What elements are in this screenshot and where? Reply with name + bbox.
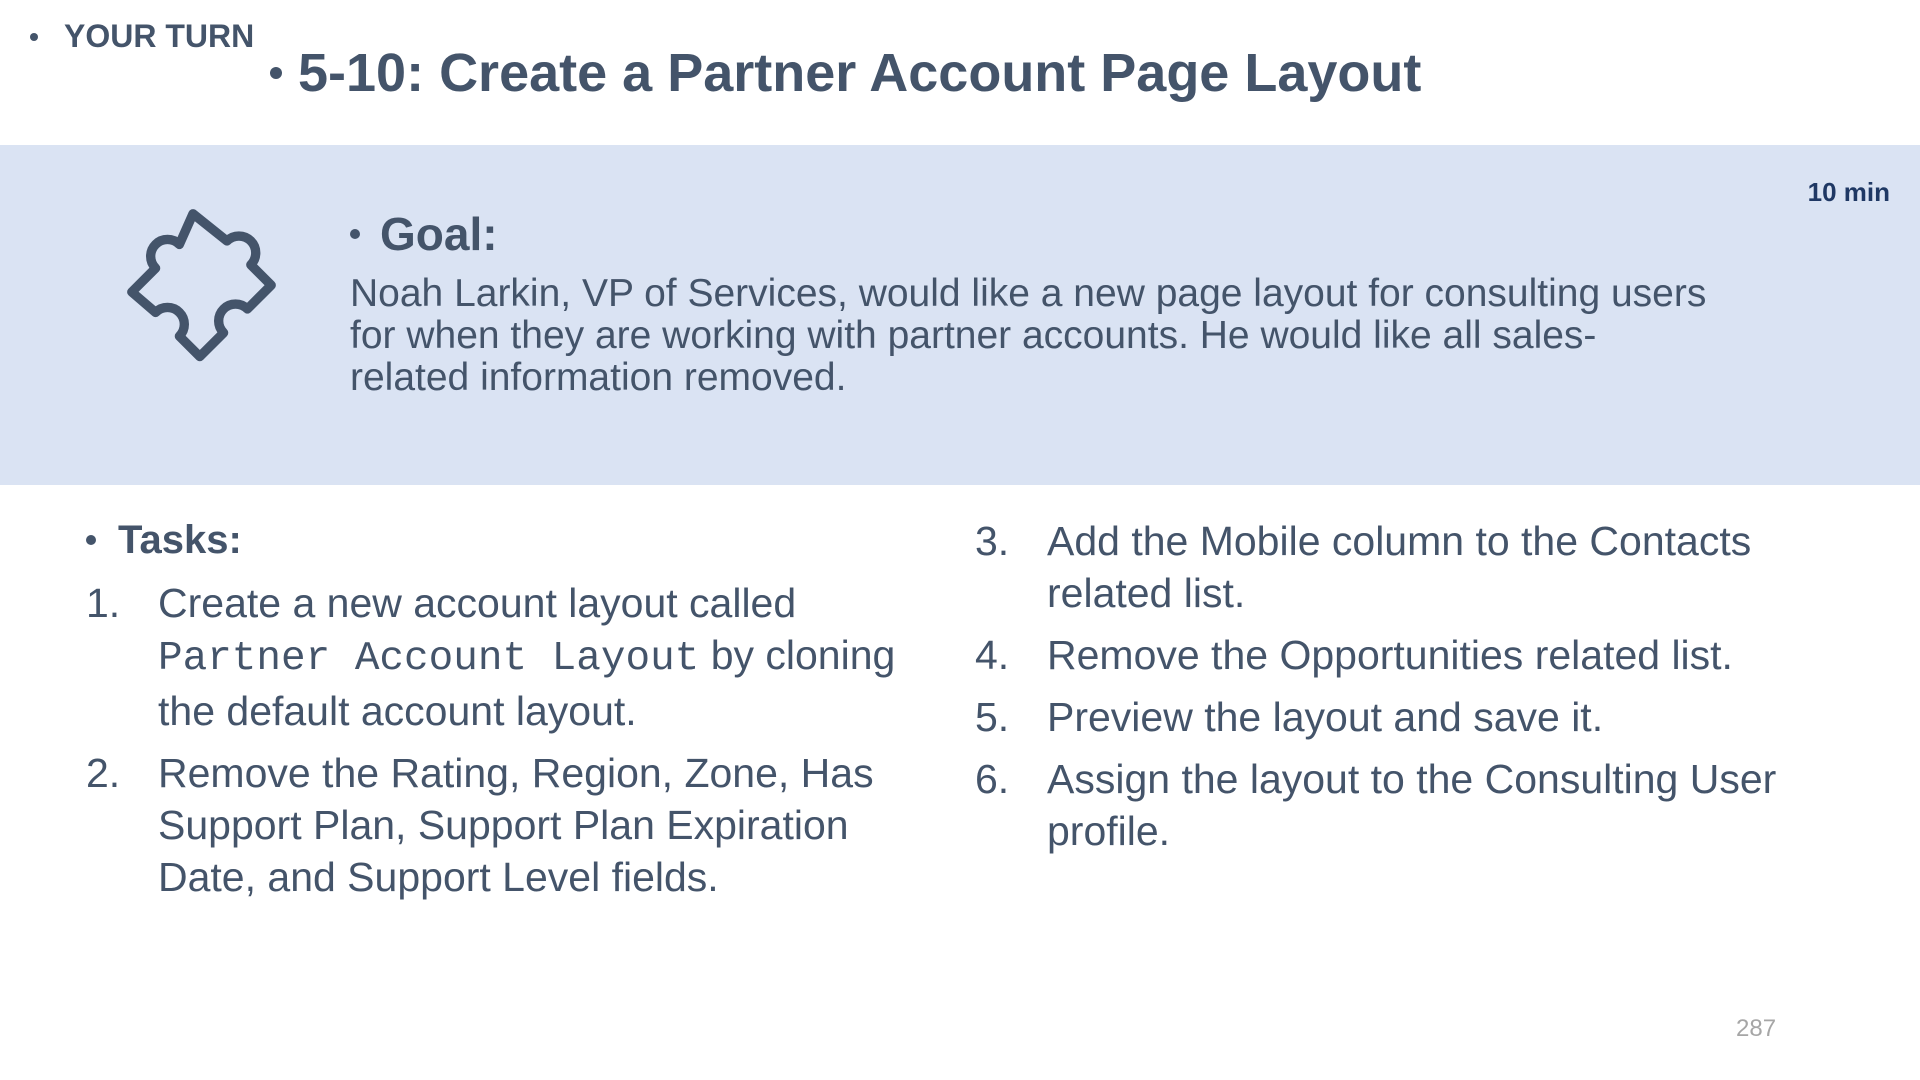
task-item bbox=[975, 515, 1795, 619]
tasks-column-right bbox=[975, 515, 1795, 867]
goal-heading bbox=[350, 207, 498, 261]
goal-description: Noah Larkin, VP of Services, would like a new page layout for consulting users for when they are working with partner accounts. He would like all sales-related information removed. bbox=[350, 272, 1707, 399]
task-number: 1. bbox=[86, 580, 121, 626]
section-label bbox=[30, 18, 254, 55]
task-text: Preview the layout and save it. bbox=[1047, 694, 1604, 740]
task-text: Assign the layout to the Consulting User profile. bbox=[1047, 756, 1777, 854]
goal-panel bbox=[0, 145, 1920, 485]
puzzle-piece-icon bbox=[108, 207, 278, 377]
page-number: 287 bbox=[1736, 1015, 1777, 1042]
task-number: 4. bbox=[975, 632, 1010, 678]
goal-heading-text: Goal: bbox=[380, 208, 498, 260]
task-text-before: Create a new account layout called bbox=[158, 580, 797, 626]
bullet-icon bbox=[30, 33, 38, 41]
task-code: Partner Account Layout bbox=[158, 636, 700, 682]
task-item bbox=[86, 577, 926, 737]
task-item bbox=[975, 629, 1795, 681]
tasks-heading-text: Tasks: bbox=[118, 517, 242, 562]
task-text: Remove the Opportunities related list. bbox=[1047, 632, 1733, 678]
tasks-column-left bbox=[86, 515, 926, 913]
tasks-heading bbox=[86, 515, 926, 565]
task-number: 6. bbox=[975, 756, 1010, 802]
page-title bbox=[270, 42, 1421, 104]
time-badge: 10 min bbox=[1807, 177, 1890, 207]
task-number: 3. bbox=[975, 518, 1010, 564]
task-text: Add the Mobile column to the Contacts related list. bbox=[1047, 518, 1752, 616]
task-text bbox=[158, 577, 926, 737]
bullet-icon bbox=[86, 535, 96, 545]
task-number: 5. bbox=[975, 694, 1010, 740]
task-text: Remove the Rating, Region, Zone, Has Support Plan, Support Plan Expiration Date, and Support Level fields. bbox=[158, 750, 874, 900]
task-text-after: by cloning the default account layout. bbox=[158, 632, 896, 734]
task-item bbox=[975, 691, 1795, 743]
task-number: 2. bbox=[86, 750, 121, 796]
task-item bbox=[975, 753, 1795, 857]
page-title-text: 5-10: Create a Partner Account Page Layout bbox=[298, 43, 1422, 103]
bullet-icon bbox=[270, 67, 282, 79]
bullet-icon bbox=[350, 229, 360, 239]
section-label-text: YOUR TURN bbox=[64, 18, 255, 54]
task-item bbox=[86, 747, 926, 903]
